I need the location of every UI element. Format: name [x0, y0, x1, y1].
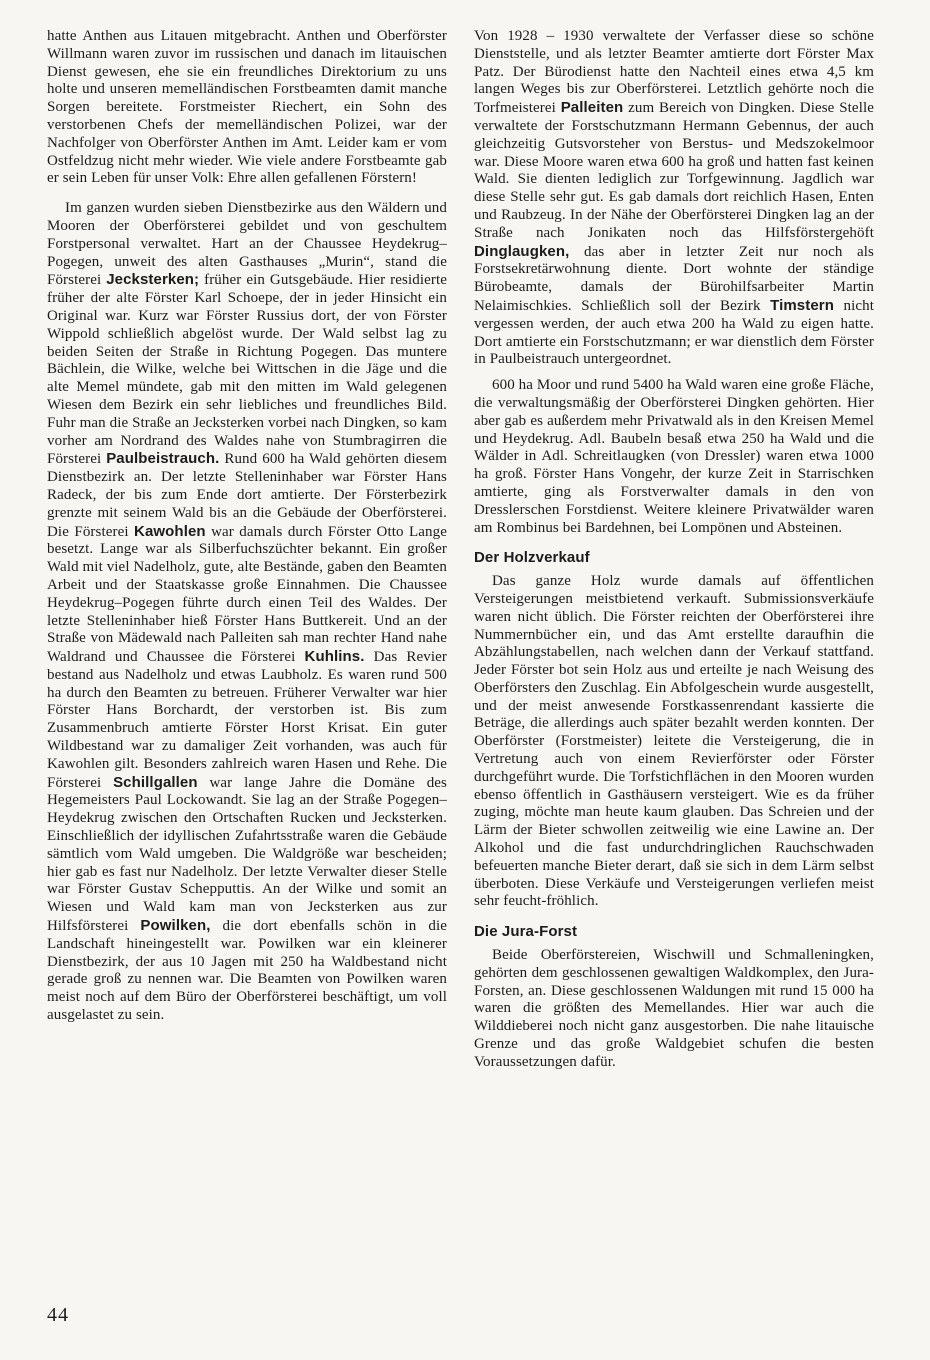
paragraph-text: war damals durch Förster Otto Lange besetzt. Lange war als Silberfuchszüchter bekannt. Ein großer Wald mit viel Nadelholz, gute, alte Bestände, gaben den Beamten Arbeit und der Staatskasse große Einnahmen. Die Chaussee Heydekrug–Pogegen führte durch einen Teil des Waldes. Der letzte Stelleninhaber hieß Förster Hans Buttkereit. Und an der Straße von Mädewald nach Palleiten sah man rechter Hand nahe Waldrand und Chaussee die Försterei	[47, 523, 447, 666]
paragraph-text: war lange Jahre die Domäne des Hegemeisters Paul Lockowandt. Sie lag an der Straße Pogegen–Heydekrug zwischen den Ortschaften Rucken und Jecksterken. Einschließlich der idyllischen Zufahrtsstraße waren die Gebäude sämtlich vom Wald umgeben. Die Waldgröße war bescheiden; hier gab es fast nur Nadelholz. Der letzte Verwalter dieser Stelle war Förster Gustav Schepputtis. An der Wilke und somit an Wiesen und Wald kam man von Jecksterken aus zur Hilfsförsterei	[47, 774, 447, 935]
paragraph	[47, 28, 447, 188]
left-column	[47, 28, 447, 1025]
paragraph: Das ganze Holz wurde damals auf öffentlichen Versteigerungen meistbietend verkauft. Submissionsverkäufe waren nicht üblich. Die Förster reichten der Oberförsterei ihre Nummernbücher ein, und das Amt erstellte daraufhin die Abzählungstabellen, nach welchen dann der Verkauf stattfand. Jeder Förster bot sein Holz aus und erteilte je nach Weisung des Oberförsters den Zuschlag. Ein Abfolgeschein wurde ausgestellt, und der meist anwesende Forstkassenrendant kassierte die Beträge, die allerdings auch später bezahlt werden konnten. Der Oberförster (Forstmeister) leitete die Versteigerung, die in Vertretung auch von einem Revierförster oder Förster durchgeführt wurde. Die Torfstichflächen in den Mooren wurden ebenso öffentlich in Gasthäusern versteigert. Wie es da früher zuging, möchte man heute kaum glauben. Das Schreien und der Lärm der Bieter schwollen zeitweilig wie eine Lawine an. Der Alkohol und die fast undurchdringlichen Rauchschwaden befeuerten manche Bieter derart, daß sie sich in dem Lärm selbst überboten. Diese Verkäufe und Versteigerungen verliefen meist sehr feucht-fröhlich.	[474, 573, 874, 910]
paragraph-text: das aber in letzter Zeit nur noch als Forstsekretärwohnung diente. Dort wohnte der ständige Bürobeamte, damals der Bürohilfsarbeiter Martin Nelaimischkies. Schließlich soll der Bezirk	[474, 243, 874, 314]
paragraph: Beide Oberförstereien, Wischwill und Schmalleningken, gehörten dem geschlossenen gewaltigen Waldkomplex, den Jura-Forsten, an. Diese geschlossenen Waldungen mit rund 15 000 ha waren die größten des Memellandes. Hier war auch die Wilddieberei noch nicht ganz ausgestorben. Die nahe litauische Grenze und das große Waldgebiet schufen die besten Voraussetzungen dafür.	[474, 947, 874, 1070]
paragraph-text: die dort ebenfalls schön in die Landschaft hineingestellt war. Powilken war ein kleinerer Dienstbezirk, der aus 10 Jagen mit 250 ha Waldbestand nicht gerade groß zu nennen war. Die Beamten von Powilken waren meist noch auf dem Büro der Oberförsterei beschäftigt, um voll ausgelastet zu sein.	[47, 918, 447, 1024]
paragraph-text: zum Bereich von Dingken. Diese Stelle verwaltete der Forstschutzmann Hermann Gebennus, der auch gleichzeitig Gutsvorsteher von Berstus- und Medszokelmoor war. Diese Moore waren etwa 600 ha groß und hatten fast keinen Wald. Sie dienten lediglich zur Torfgewinnung. Jagdlich war diese Stelle sehr gut. Es gab damals dort reichlich Hasen, Enten und Raubzeug. In der Nähe der Oberförsterei Dingken lag an der Straße nach Jonikaten noch das Hilfsförstergehöft	[474, 100, 874, 241]
place-name: Dinglaugken,	[474, 242, 570, 260]
page-number: 44	[47, 1304, 69, 1326]
place-name: Timstern	[770, 296, 834, 314]
place-name: Paulbeistrauch.	[106, 450, 220, 468]
paragraph-text: Das Revier bestand aus Nadelholz und etwas Laubholz. Es waren rund 500 ha durch den Beamten zu betreuen. Früherer Verwalter war hier Förster Hans Borchardt, der verstorben ist. Bis zum Zusammenbruch amtierte Förster Horst Krisat. Ein guter Wildbestand war zu damaliger Zeit vorhanden, was auch für Kawohlen gilt. Besonders zahlreich waren Hasen und Rehe. Die Försterei	[47, 649, 447, 791]
place-name: Jecksterken;	[106, 271, 200, 289]
right-column	[474, 28, 874, 1072]
paragraph-text: Im ganzen wurden sieben Dienstbezirke aus den Wäldern und Mooren der Oberförsterei gebildet und von geschultem Forstpersonal verwaltet. Hart an der Chaussee Heydekrug–Pogegen, unweit des alten Gasthauses „Murin“, stand die Försterei	[47, 200, 447, 289]
paragraph: 600 ha Moor und rund 5400 ha Wald waren eine große Fläche, die verwaltungsmäßig der Oberförsterei Dingken gehörten. Hier aber gab es außerdem mehr Privatwald als in den Kreisen Memel und Heydekrug. Adl. Baubeln besaß etwa 250 ha Wald und die Wälder in Adl. Schreitlaugken (von Dressler) waren etwa 1000 ha groß. Förster Hans Vongehr, der kurze Zeit in Starrischken amtierte, ging als Forstverwalter damals in den von Dresslerschen Forstdienst. Weitere kleinere Privatwälder waren am Rombinus bei Bardehnen, bei Lompönen und Absteinen.	[474, 377, 874, 536]
place-name: Kawohlen	[134, 522, 206, 540]
paragraph-text: Rund 600 ha Wald gehörten diesem Dienstbezirk an. Der letzte Stelleninhaber war Förster Hans Radeck, der bis zum Ende dort amtierte. Der Försterbezirk grenzte mit seinem Wald bis an die Gebäude der Oberförsterei. Die Försterei	[47, 451, 447, 540]
place-name: Schillgallen	[113, 773, 198, 791]
section-heading: Die Jura-Forst	[474, 923, 578, 941]
section-heading: Der Holzverkauf	[474, 549, 590, 567]
place-name: Kuhlins.	[304, 648, 365, 666]
paragraph-text: früher ein Gutsgebäude. Hier residierte früher der alte Förster Karl Schoepe, der in jeder Hinsicht ein Original war. Kurz war Förster Russius dort, der von Förster Wippold schließlich abgelöst wurde. Der Wald selbst lag zu beiden Seiten der Straße in Richtung Pogegen. Das muntere Bächlein, die Wilke, welche bei Wittschen in die Jäge und die alte Memel mündete, gab mit den mitten im Wald gelegenen Wiesen dem Bezirk ein sehr liebliches und freundliches Bild. Fuhr man die Straße an Jecksterken vorbei nach Dingken, so kam vorher am Nordrand des Waldes nahe von Stumbragirren die Försterei	[47, 272, 447, 468]
paragraph	[47, 200, 447, 1025]
place-name: Palleiten	[560, 99, 624, 117]
place-name: Powilken,	[140, 917, 211, 935]
paragraph-text: nicht vergessen werden, der auch etwa 200 ha Wald zu eigen hatte. Dort amtierte ein Forstschutzmann; er war dienstlich dem Förster in Paulbeistrauch untergeordnet.	[474, 297, 875, 368]
paragraph-text: hatte Anthen aus Litauen mitgebracht. Anthen und Oberförster Willmann waren zuvor im russischen und danach im litauischen Dienst gewesen, ehe sie ein freundliches Direktorium zu uns holte und unseren memelländischen Forstbeamten damit manche Sorgen bereitete. Forstmeister Riechert, ein Sohn des verstorbenen Chefs der memelländischen Polizei, war der Nachfolger von Oberförster Anthen im Amt. Leider kam er vom Ostfeldzug nicht mehr wieder. Wie viele andere Forstbeamte gab er sein Leben für unser Volk: Ehre allen gefallenen Förstern!	[47, 28, 447, 187]
paragraph	[474, 28, 874, 369]
paragraph-text: Von 1928 – 1930 verwaltete der Verfasser diese so schöne Dienststelle, und als letzter Beamter amtierte dort Förster Max Patz. Der Bürodienst hatte den Nachteil eines etwa 4,5 km langen Weges bis zur Oberförsterei. Letztlich gehörte noch die Torfmeisterei	[474, 28, 874, 117]
